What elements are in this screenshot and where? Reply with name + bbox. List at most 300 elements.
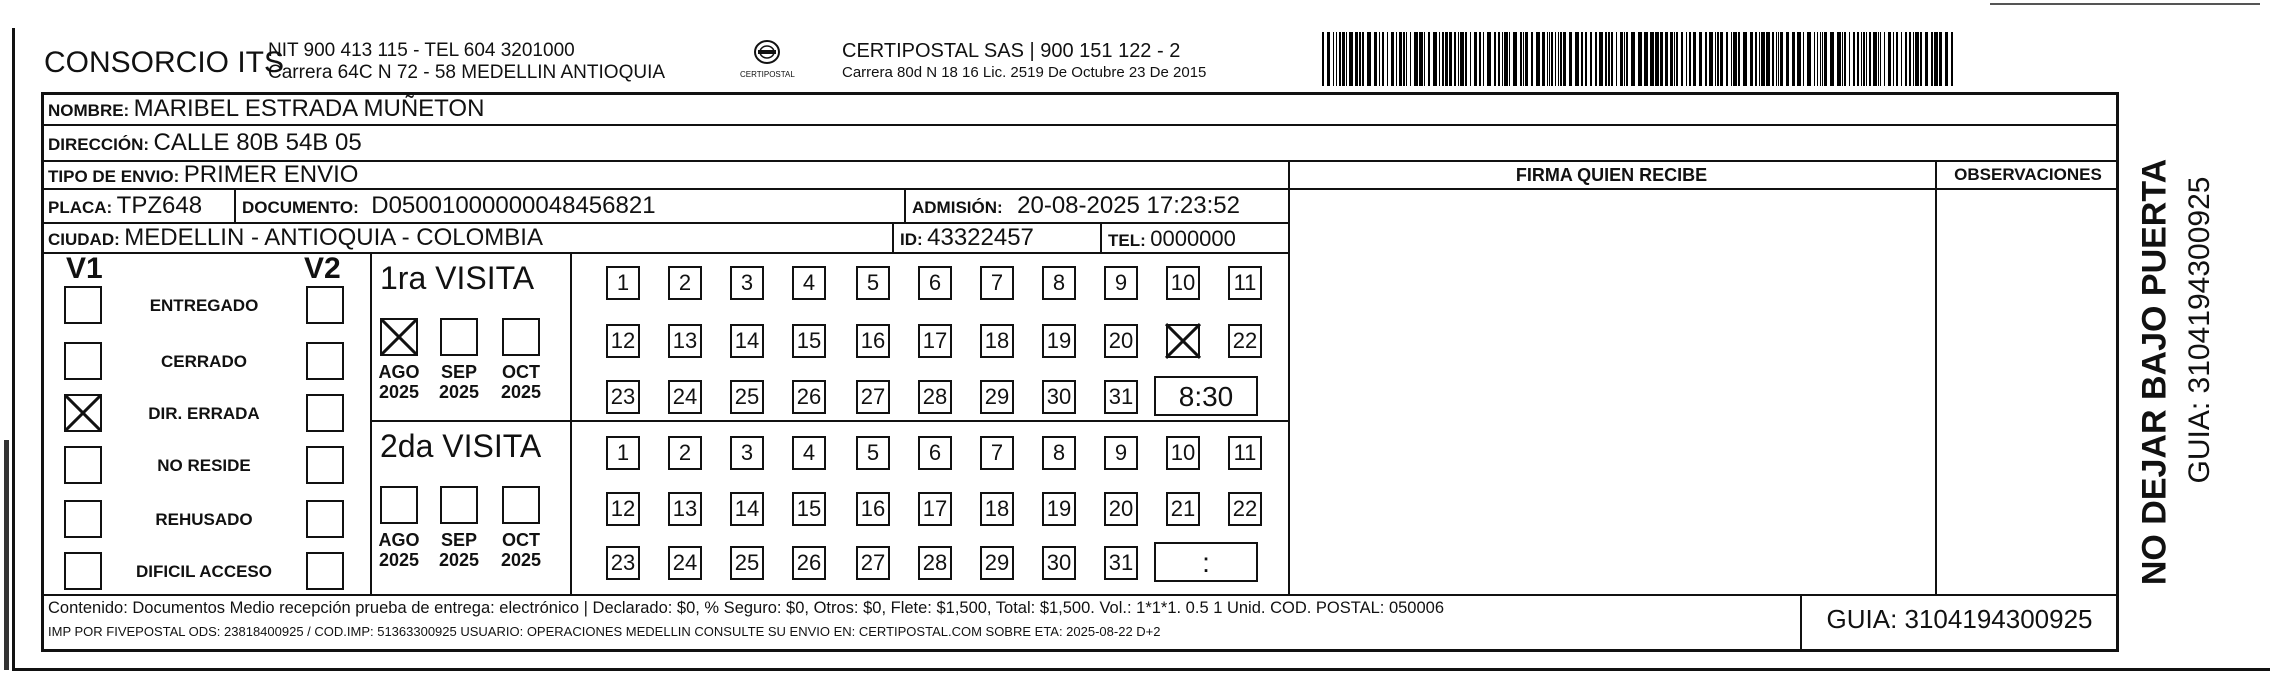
signature-label: FIRMA QUIEN RECIBE [1515, 165, 1708, 185]
barcode-bar [1909, 32, 1911, 86]
barcode-bar [1853, 32, 1855, 86]
barcode-bar [1674, 32, 1675, 86]
barcode-bar [1502, 32, 1503, 86]
barcode-bar [1750, 32, 1753, 86]
barcode-bar [1555, 32, 1556, 86]
month-year: 2025 [378, 550, 420, 570]
barcode-bar [1483, 32, 1484, 86]
visit1-day-box[interactable]: 11 [1228, 266, 1262, 300]
barcode-bar [1866, 32, 1867, 86]
visit1-day-box[interactable]: 17 [918, 324, 952, 358]
col-tel [1100, 222, 1102, 252]
barcode-bar [1403, 32, 1405, 86]
barcode-bar [1599, 32, 1603, 86]
visit2-day-box[interactable]: 29 [980, 546, 1014, 580]
status-label: REHUSADO [155, 510, 253, 529]
v1-checkbox[interactable] [64, 342, 102, 380]
barcode-bar [1336, 32, 1337, 86]
status-label: DIR. ERRADA [148, 404, 260, 423]
v2-checkbox[interactable] [306, 394, 344, 432]
barcode-bar [1726, 32, 1728, 86]
name-label: NOMBRE: [48, 101, 130, 120]
col-plate-doc [234, 188, 236, 222]
barcode-bar [1824, 32, 1827, 86]
barcode-bar [1650, 32, 1654, 86]
barcode-bar [1382, 32, 1384, 86]
month-year: 2025 [438, 382, 480, 402]
visit2-day-box[interactable]: 27 [856, 546, 890, 580]
visit1-day-box[interactable]: 28 [918, 380, 952, 414]
v1-checkbox[interactable] [64, 552, 102, 590]
barcode-bar [1951, 32, 1953, 86]
id-row [900, 224, 1034, 252]
visit1-day-box[interactable]: 9 [1104, 266, 1138, 300]
id-label: ID: [900, 230, 923, 249]
barcode-bar [1626, 32, 1628, 86]
barcode-bar [1359, 32, 1361, 86]
row-line-footer [41, 594, 2119, 596]
visit1-day-box[interactable]: 6 [918, 266, 952, 300]
barcode-bar [1861, 32, 1862, 86]
barcode-bar [1893, 32, 1894, 86]
visit1-time-box[interactable]: 8:30 [1154, 376, 1258, 416]
month-label: SEP [440, 362, 478, 382]
barcode-bar [1857, 32, 1859, 86]
visit2-title: 2da VISITA [380, 428, 542, 464]
barcode-bar [1419, 32, 1423, 86]
barcode-bar [1590, 32, 1592, 86]
barcode-bar [1428, 32, 1430, 86]
barcode-bar [1945, 32, 1948, 86]
visit2-day-box[interactable]: 25 [730, 546, 764, 580]
visit2-day-box[interactable]: 20 [1104, 492, 1138, 526]
tel-row [1108, 226, 1236, 252]
barcode-bar [1676, 32, 1678, 86]
barcode-bar [1367, 32, 1371, 86]
row-line-visit-split [370, 420, 1288, 422]
barcode-bar [1738, 32, 1740, 86]
v2-checkbox[interactable] [306, 500, 344, 538]
visit2-day-box[interactable]: 3 [730, 436, 764, 470]
month-checkbox[interactable] [440, 486, 478, 524]
barcode-bar [1595, 32, 1597, 86]
visit1-day-box[interactable]: 19 [1042, 324, 1076, 358]
visit2-day-box[interactable]: 28 [918, 546, 952, 580]
barcode-bar [1766, 32, 1770, 86]
address-value: CALLE 80B 54B 05 [153, 129, 362, 156]
visit1-day-box[interactable]: 14 [730, 324, 764, 358]
barcode-bar [1460, 32, 1464, 86]
v2-checkbox[interactable] [306, 552, 344, 590]
barcode-bar [1849, 32, 1850, 86]
barcode-bar [1442, 32, 1444, 86]
visit2-day-box[interactable]: 13 [668, 492, 702, 526]
barcode-bar [1759, 32, 1760, 86]
barcode-bar [1939, 32, 1942, 86]
barcode-bar [1655, 32, 1659, 86]
barcode-bar [1616, 32, 1617, 86]
month-label: SEP [440, 530, 478, 550]
visit1-day-box[interactable]: 27 [856, 380, 890, 414]
month-check-mark [380, 318, 418, 356]
ship-type-row [48, 161, 358, 189]
visit1-day-check-mark [1164, 322, 1202, 360]
name-row [48, 95, 484, 123]
visit1-day-box[interactable]: 12 [606, 324, 640, 358]
barcode-bar [1920, 32, 1922, 86]
barcode-bar [1551, 32, 1553, 86]
barcode-bar [1880, 32, 1881, 86]
visit2-day-box[interactable]: 6 [918, 436, 952, 470]
tel-value: 0000000 [1150, 226, 1236, 251]
visit2-day-box[interactable]: 22 [1228, 492, 1262, 526]
month-year: 2025 [500, 382, 542, 402]
visit1-day-box[interactable]: 24 [668, 380, 702, 414]
barcode-bar [1934, 32, 1938, 86]
barcode-bar [1693, 32, 1696, 86]
visit2-day-box[interactable]: 24 [668, 546, 702, 580]
v2-checkbox[interactable] [306, 286, 344, 324]
barcode-bar [1439, 32, 1440, 86]
visit1-day-box[interactable]: 4 [792, 266, 826, 300]
barcode-bar [1888, 32, 1891, 86]
visit2-day-box[interactable]: 30 [1042, 546, 1076, 580]
barcode-bar [1709, 32, 1713, 86]
col-visit-days [570, 252, 572, 594]
barcode-bar [1520, 32, 1522, 86]
visit2-day-box[interactable]: 18 [980, 492, 1014, 526]
tel-label: TEL: [1108, 231, 1146, 250]
barcode-bar [1731, 32, 1732, 86]
barcode [1322, 32, 1958, 86]
visit1-day-box[interactable]: 18 [980, 324, 1014, 358]
barcode-bar [1342, 32, 1345, 86]
barcode-bar [1814, 32, 1815, 86]
barcode-bar [1638, 32, 1642, 86]
barcode-bar [1743, 32, 1747, 86]
barcode-bar [1611, 32, 1613, 86]
barcode-bar [1705, 32, 1707, 86]
visit2-day-box[interactable]: 14 [730, 492, 764, 526]
footer-print-info: IMP POR FIVEPOSTAL ODS: 23818400925 / COD.IMP: 51363300925 USUARIO: OPERACIONES MEDELLIN CONSULTE SU ENVIO EN: CERTIPOSTAL.COM SOBRE ETA: 2025-08-22 D+2 [48, 624, 1161, 639]
visit2-day-box[interactable]: 16 [856, 492, 890, 526]
signature-area[interactable] [1292, 192, 1932, 592]
visit2-day-box[interactable]: 23 [606, 546, 640, 580]
v1-checkbox[interactable] [64, 446, 102, 484]
visit1-day-box[interactable]: 1 [606, 266, 640, 300]
document-row [242, 192, 656, 220]
row-line-5 [41, 252, 1288, 254]
barcode-bar [1844, 32, 1846, 86]
barcode-bar [1660, 32, 1663, 86]
barcode-bar [1569, 32, 1572, 86]
visit1-day-box[interactable]: 3 [730, 266, 764, 300]
barcode-bar [1547, 32, 1548, 86]
v2-checkbox[interactable] [306, 342, 344, 380]
col-id [892, 222, 894, 252]
barcode-bar [1449, 32, 1452, 86]
barcode-bar [1778, 32, 1779, 86]
barcode-bar [1837, 32, 1841, 86]
v1-checkbox[interactable] [64, 500, 102, 538]
barcode-bar [1424, 32, 1425, 86]
barcode-bar [1786, 32, 1789, 86]
brand-name: CONSORCIO ITS [44, 46, 285, 79]
v2-checkbox[interactable] [306, 446, 344, 484]
month-checkbox[interactable] [502, 486, 540, 524]
observations-area[interactable] [1939, 192, 2117, 592]
barcode-bar [1339, 32, 1341, 86]
address-row [48, 129, 362, 157]
visit2-day-box[interactable]: 12 [606, 492, 640, 526]
barcode-bar [1355, 32, 1358, 86]
barcode-bar [1470, 32, 1471, 86]
visit2-day-box[interactable]: 5 [856, 436, 890, 470]
admission-row [912, 192, 1240, 220]
signature-header-line [1288, 188, 2119, 190]
month-checkbox[interactable] [502, 318, 540, 356]
barcode-bar [1560, 32, 1562, 86]
barcode-bar [1780, 32, 1783, 86]
month-checkbox[interactable] [380, 486, 418, 524]
visit1-day-box[interactable]: 25 [730, 380, 764, 414]
visit1-day-box[interactable]: 5 [856, 266, 890, 300]
barcode-bar [1494, 32, 1496, 86]
status-label: DIFICIL ACCESO [135, 562, 272, 581]
barcode-bar [1346, 32, 1347, 86]
plate-label: PLACA: [48, 198, 113, 217]
visit2-day-box[interactable]: 1 [606, 436, 640, 470]
barcode-bar [1327, 32, 1330, 86]
barcode-bar [1869, 32, 1871, 86]
month-year: 2025 [438, 550, 480, 570]
visit2-day-box[interactable]: 2 [668, 436, 702, 470]
barcode-bar [1873, 32, 1877, 86]
visit1-day-box[interactable]: 10 [1166, 266, 1200, 300]
visit2-day-box[interactable]: 19 [1042, 492, 1076, 526]
visit1-day-box[interactable]: 16 [856, 324, 890, 358]
visit1-day-box[interactable]: 20 [1104, 324, 1138, 358]
visit2-day-box[interactable]: 8 [1042, 436, 1076, 470]
visit1-day-box[interactable]: 23 [606, 380, 640, 414]
barcode-bar [1913, 32, 1914, 86]
status-label: CERRADO [161, 352, 247, 371]
barcode-bar [1761, 32, 1765, 86]
scan-edge-left-2 [4, 440, 9, 670]
barcode-bar [1362, 32, 1364, 86]
city-label: CIUDAD: [48, 230, 120, 249]
ship-type-value: PRIMER ENVIO [183, 161, 359, 188]
visit2-day-box[interactable]: 21 [1166, 492, 1200, 526]
barcode-bar [1665, 32, 1668, 86]
month-year: 2025 [378, 382, 420, 402]
col-admision [904, 188, 906, 222]
barcode-bar [1720, 32, 1723, 86]
side-notice: NO DEJAR BAJO PUERTA [2135, 158, 2174, 586]
v1-check-mark [64, 394, 102, 432]
barcode-bar [1901, 32, 1902, 86]
barcode-bar [1581, 32, 1583, 86]
barcode-bar [1458, 32, 1459, 86]
barcode-bar [1399, 32, 1402, 86]
admission-label: ADMISIÓN: [912, 198, 1003, 217]
barcode-bar [1504, 32, 1508, 86]
barcode-bar [1905, 32, 1907, 86]
visit2-day-box[interactable]: 11 [1228, 436, 1262, 470]
visit1-title: 1ra VISITA [380, 260, 535, 296]
barcode-bar [1523, 32, 1524, 86]
col-signature-left [1288, 160, 1290, 594]
barcode-bar [1608, 32, 1610, 86]
barcode-bar [1689, 32, 1691, 86]
visit1-day-box[interactable]: 7 [980, 266, 1014, 300]
barcode-bar [1772, 32, 1774, 86]
barcode-bar [1817, 32, 1818, 86]
barcode-bar [1531, 32, 1533, 86]
barcode-bar [1414, 32, 1418, 86]
barcode-bar [1536, 32, 1540, 86]
barcode-bar [1349, 32, 1353, 86]
status-label: NO RESIDE [157, 456, 251, 475]
barcode-bar [1631, 32, 1635, 86]
barcode-bar [1479, 32, 1481, 86]
barcode-bar [1406, 32, 1407, 86]
barcode-bar [1379, 32, 1380, 86]
barcode-bar [1699, 32, 1702, 86]
visit2-time-box[interactable]: : [1154, 542, 1258, 582]
barcode-bar [1445, 32, 1448, 86]
visit1-day-box[interactable]: 15 [792, 324, 826, 358]
brand-nit-tel: NIT 900 413 115 - TEL 604 3201000 [268, 40, 575, 61]
footer-guide: GUIA: 3104194300925 [1826, 604, 2093, 634]
plate-value: TPZ648 [116, 192, 203, 219]
plate-row [48, 192, 202, 220]
barcode-bar [1509, 32, 1510, 86]
visit2-day-box[interactable]: 10 [1166, 436, 1200, 470]
visit1-day-box[interactable]: 29 [980, 380, 1014, 414]
month-label: OCT [502, 530, 540, 550]
barcode-bar [1820, 32, 1821, 86]
v2-label: V2 [304, 252, 341, 285]
observations-label: OBSERVACIONES [1954, 165, 2102, 184]
month-checkbox[interactable] [440, 318, 478, 356]
admission-value: 20-08-2025 17:23:52 [1017, 192, 1240, 219]
barcode-bar [1542, 32, 1545, 86]
v1-label: V1 [66, 252, 103, 285]
barcode-bar [1884, 32, 1885, 86]
barcode-bar [1498, 32, 1500, 86]
visit1-day-box[interactable]: 8 [1042, 266, 1076, 300]
document-value: D05001000000048456821 [371, 192, 656, 219]
courier-name: CERTIPOSTAL SAS | 900 151 122 - 2 [842, 40, 1181, 62]
side-guide: GUIA: 3104194300925 [2183, 176, 2216, 484]
barcode-bar [1755, 32, 1757, 86]
ship-type-label: TIPO DE ENVIO: [48, 167, 180, 186]
scan-edge-left [12, 28, 15, 670]
visit1-day-box[interactable]: 26 [792, 380, 826, 414]
barcode-bar [1717, 32, 1719, 86]
barcode-bar [1878, 32, 1879, 86]
visit2-day-box[interactable]: 26 [792, 546, 826, 580]
barcode-bar [1487, 32, 1491, 86]
v1-checkbox[interactable] [64, 286, 102, 324]
visit2-day-box[interactable]: 9 [1104, 436, 1138, 470]
visit2-day-box[interactable]: 17 [918, 492, 952, 526]
barcode-bar [1620, 32, 1623, 86]
visit1-day-box[interactable]: 31 [1104, 380, 1138, 414]
visit2-day-box[interactable]: 15 [792, 492, 826, 526]
row-line-1 [41, 124, 2119, 126]
barcode-bar [1374, 32, 1377, 86]
visit1-day-box[interactable]: 13 [668, 324, 702, 358]
barcode-bar [1605, 32, 1607, 86]
month-label: OCT [502, 362, 540, 382]
top-right-dash [1990, 3, 2260, 5]
name-value: MARIBEL ESTRADA MUÑETON [133, 95, 485, 122]
barcode-bar [1549, 32, 1550, 86]
barcode-bar [1525, 32, 1528, 86]
barcode-bar [1391, 32, 1394, 86]
barcode-bar [1681, 32, 1683, 86]
barcode-bar [1474, 32, 1477, 86]
barcode-bar [1644, 32, 1648, 86]
document-label: DOCUMENTO: [242, 198, 359, 217]
barcode-bar [1558, 32, 1559, 86]
city-row [48, 224, 543, 252]
barcode-bar [1842, 32, 1843, 86]
barcode-bar [1792, 32, 1795, 86]
barcode-bar [1624, 32, 1625, 86]
barcode-bar [1433, 32, 1437, 86]
courier-address: Carrera 80d N 18 16 Lic. 2519 De Octubre 23 De 2015 [842, 64, 1207, 81]
barcode-bar [1387, 32, 1388, 86]
visit2-day-box[interactable]: 4 [792, 436, 826, 470]
barcode-bar [1333, 32, 1334, 86]
barcode-bar [1513, 32, 1517, 86]
month-year: 2025 [500, 550, 542, 570]
scan-edge-bottom [12, 668, 2270, 671]
logo-caption: CERTIPOSTAL [740, 70, 795, 79]
barcode-bar [1585, 32, 1587, 86]
barcode-bar [1776, 32, 1777, 86]
barcode-bar [1670, 32, 1673, 86]
barcode-bar [1575, 32, 1579, 86]
barcode-bar [1396, 32, 1397, 86]
address-label: DIRECCIÓN: [48, 135, 150, 154]
status-label: ENTREGADO [149, 296, 259, 315]
barcode-bar [1715, 32, 1716, 86]
barcode-bar [1733, 32, 1737, 86]
barcode-bar [1830, 32, 1834, 86]
brand-address: Carrera 64C N 72 - 58 MEDELLIN ANTIOQUIA [268, 62, 666, 83]
city-value: MEDELLIN - ANTIOQUIA - COLOMBIA [124, 224, 543, 251]
barcode-bar [1822, 32, 1823, 86]
visit2-day-box[interactable]: 31 [1104, 546, 1138, 580]
barcode-bar [1797, 32, 1801, 86]
barcode-bar [1563, 32, 1566, 86]
visit1-day-box[interactable]: 2 [668, 266, 702, 300]
month-label: AGO [378, 530, 420, 550]
visit2-day-box[interactable]: 7 [980, 436, 1014, 470]
footer-content: Contenido: Documentos Medio recepción prueba de entrega: electrónico | Declarado: $0, % Seguro: $0, Otros: $0, Flete: $1,500, Total: $1,500. Vol.: 1*1*1. 0.5 1 Unid. COD. POSTAL: 050006 [48, 599, 1445, 617]
barcode-bar [1896, 32, 1898, 86]
barcode-bar [1807, 32, 1811, 86]
visit1-day-box[interactable]: 22 [1228, 324, 1262, 358]
col-observations-left [1935, 160, 1937, 594]
visit1-day-box[interactable]: 30 [1042, 380, 1076, 414]
barcode-bar [1915, 32, 1919, 86]
barcode-bar [1925, 32, 1928, 86]
